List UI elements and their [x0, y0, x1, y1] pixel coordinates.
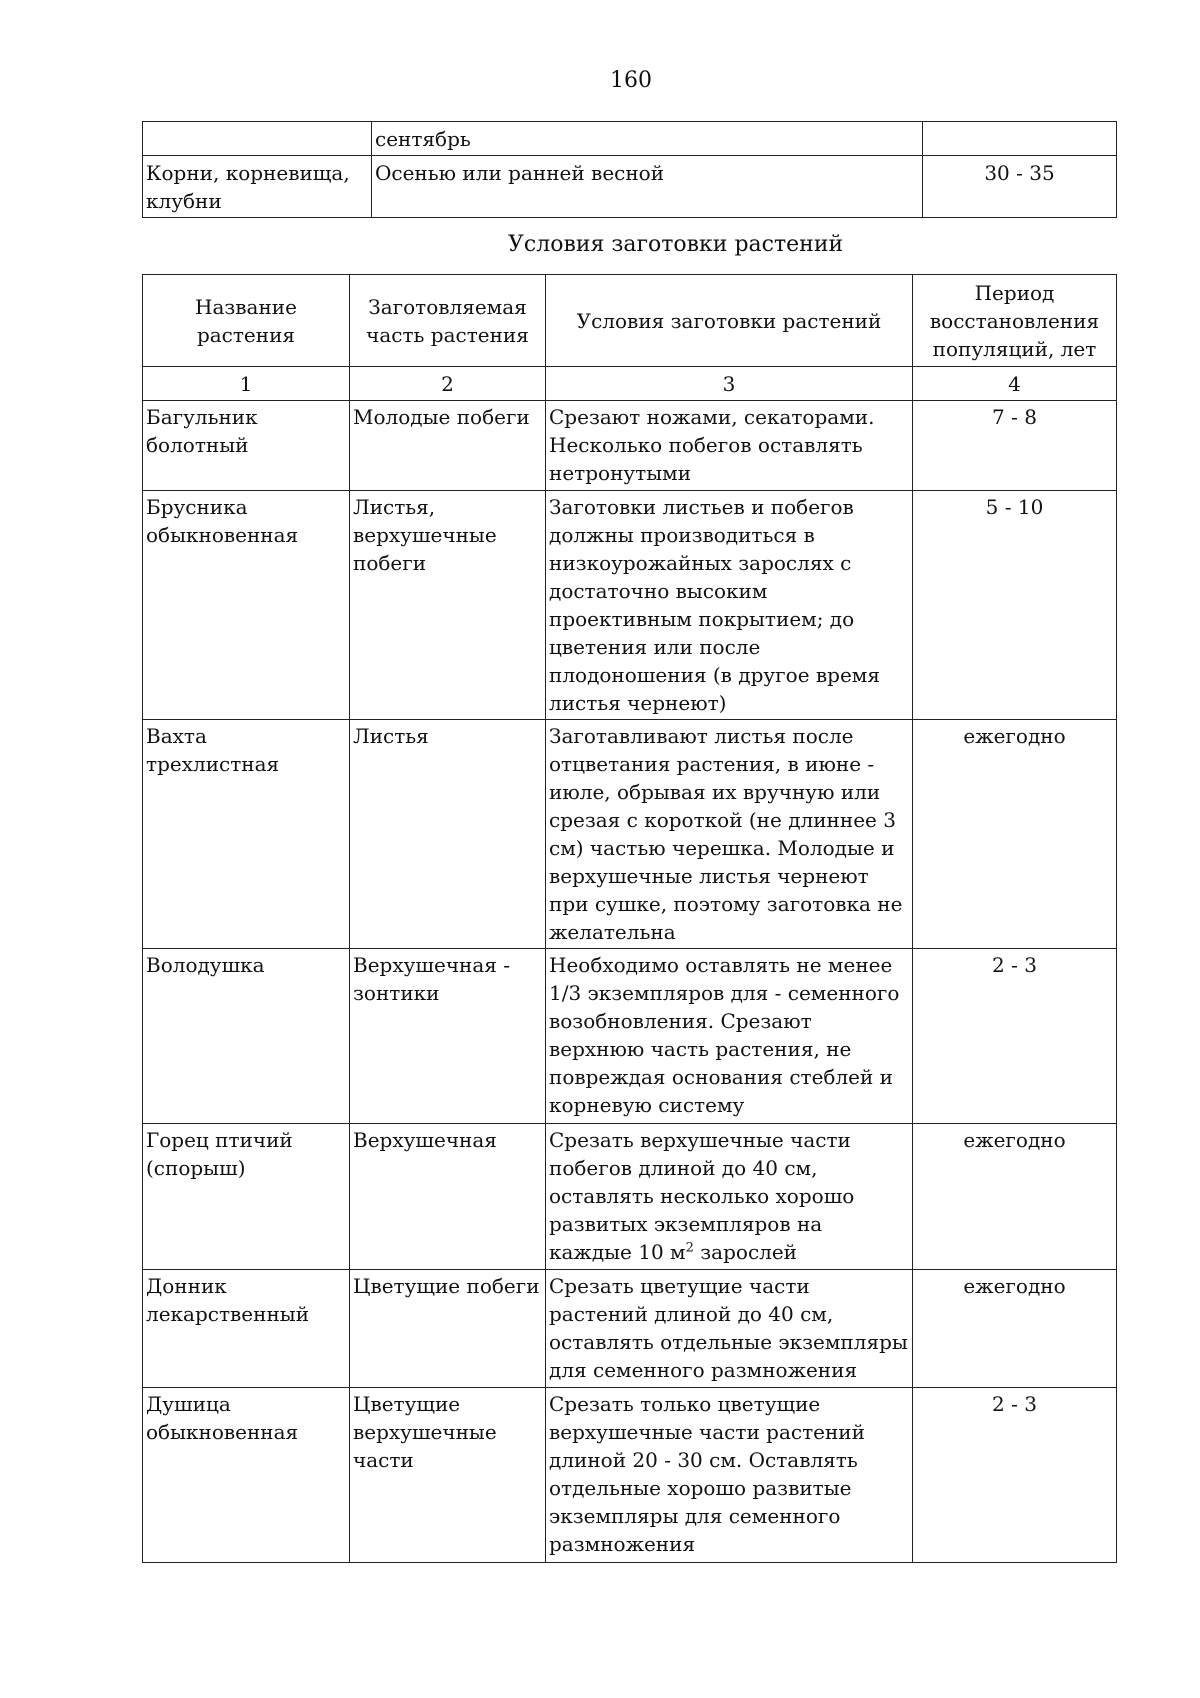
- recovery-period: ежегодно: [913, 1270, 1117, 1388]
- table-row: [143, 401, 1117, 491]
- harvest-conditions: Необходимо оставлять не менее 1/3 экземпляров для - семенного возобновления. Срезают верхнюю часть растения, не повреждая основания стеблей и корневую систему: [546, 949, 913, 1124]
- plant-part: Цветущие верхушечные части: [350, 1388, 546, 1563]
- recovery-period: 2 - 3: [913, 949, 1117, 1124]
- table-row: [143, 1270, 1117, 1388]
- plant-name: Донник лекарственный: [143, 1270, 350, 1388]
- recovery-period: 5 - 10: [913, 491, 1117, 720]
- table-row: [143, 156, 1117, 218]
- recovery-period: ежегодно: [913, 1124, 1117, 1270]
- table-header-row: [143, 275, 1117, 367]
- plant-name: Вахта трехлистная: [143, 720, 350, 949]
- table-cell: Корни, корневища, клубни: [143, 156, 372, 218]
- table-cell: [143, 122, 372, 156]
- page-number: 160: [610, 68, 652, 93]
- harvest-conditions: Заготавливают листья после отцветания растения, в июне - июле, обрывая их вручную или срезая с короткой (не длиннее 3 см) частью черешка. Молодые и верхушечные листья чернеют при сушке, поэтому заготовка не желательна: [546, 720, 913, 949]
- plant-name: Багульник болотный: [143, 401, 350, 491]
- column-number: 2: [350, 367, 546, 401]
- recovery-period: 7 - 8: [913, 401, 1117, 491]
- section-title: Условия заготовки растений: [508, 232, 844, 257]
- plant-part: Цветущие побеги: [350, 1270, 546, 1388]
- plant-part: Листья: [350, 720, 546, 949]
- conditions-text: Срезать верхушечные части побегов длиной до 40 см, оставлять несколько хорошо развитых экземпляров на каждые 10 м: [549, 1128, 855, 1264]
- table-row: [143, 720, 1117, 949]
- column-header-period: Период восстановления популяций, лет: [913, 275, 1117, 367]
- plant-harvest-table: [142, 274, 1117, 1563]
- column-header-conditions: Условия заготовки растений: [546, 275, 913, 367]
- conditions-text: зарослей: [693, 1240, 798, 1264]
- table-cell: сентябрь: [372, 122, 923, 156]
- table-row: [143, 491, 1117, 720]
- table-row: [143, 1124, 1117, 1270]
- table-row: [143, 122, 1117, 156]
- plant-part: Верхушечная: [350, 1124, 546, 1270]
- table-cell: Осенью или ранней весной: [372, 156, 923, 218]
- column-header-part: Заготовляемая часть растения: [350, 275, 546, 367]
- table-row: [143, 1388, 1117, 1563]
- plant-part: Молодые побеги: [350, 401, 546, 491]
- harvest-conditions: Срезают ножами, секаторами. Несколько побегов оставлять нетронутыми: [546, 401, 913, 491]
- column-number-row: [143, 367, 1117, 401]
- table-cell: 30 - 35: [923, 156, 1117, 218]
- recovery-period: 2 - 3: [913, 1388, 1117, 1563]
- table-row: [143, 949, 1117, 1124]
- plant-name: Душица обыкновенная: [143, 1388, 350, 1563]
- column-number: 1: [143, 367, 350, 401]
- plant-name: Горец птичий (спорыш): [143, 1124, 350, 1270]
- harvest-conditions: Срезать только цветущие верхушечные части растений длиной 20 - 30 см. Оставлять отдельные хорошо развитые экземпляры для семенного размножения: [546, 1388, 913, 1563]
- column-number: 3: [546, 367, 913, 401]
- harvest-conditions: [546, 1124, 913, 1270]
- harvest-conditions: Срезать цветущие части растений длиной до 40 см, оставлять отдельные экземпляры для семенного размножения: [546, 1270, 913, 1388]
- previous-table: [142, 121, 1117, 218]
- column-number: 4: [913, 367, 1117, 401]
- superscript: 2: [685, 1240, 694, 1256]
- recovery-period: ежегодно: [913, 720, 1117, 949]
- column-header-name: Название растения: [143, 275, 350, 367]
- plant-part: Листья, верхушечные побеги: [350, 491, 546, 720]
- table-cell: [923, 122, 1117, 156]
- plant-name: Володушка: [143, 949, 350, 1124]
- harvest-conditions: Заготовки листьев и побегов должны производиться в низкоурожайных зарослях с достаточно высоким проективным покрытием; до цветения или после плодоношения (в другое время листья чернеют): [546, 491, 913, 720]
- plant-part: Верхушечная - зонтики: [350, 949, 546, 1124]
- plant-name: Брусника обыкновенная: [143, 491, 350, 720]
